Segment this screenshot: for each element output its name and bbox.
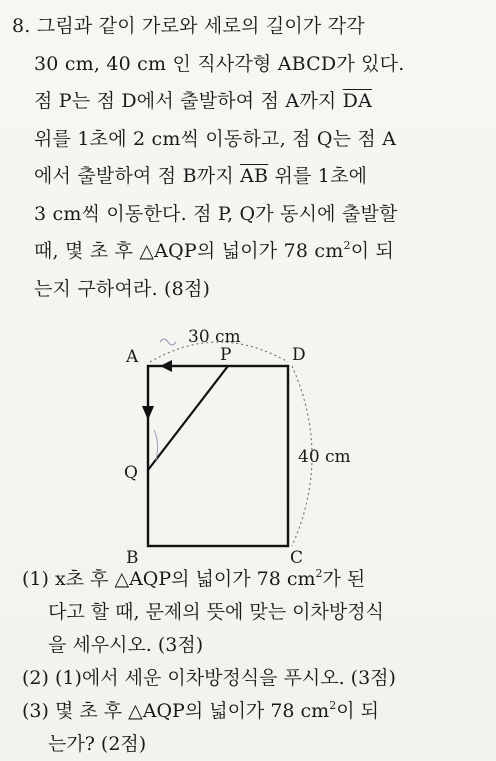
subquestions [22, 563, 492, 761]
segment-pq [148, 366, 228, 470]
segment-ab: $\overline{AB}$ [240, 165, 269, 187]
label-d: D [292, 345, 306, 365]
problem-line [12, 83, 486, 121]
problem-statement [12, 8, 486, 308]
problem-text: 30 cm, 40 cm 인 직사각형 ABCD가 있다. [34, 52, 405, 75]
top-length-label: 30 cm [188, 327, 241, 347]
problem-text: 에서 출발하여 점 B까지 [34, 165, 241, 187]
rectangle-diagram [110, 318, 370, 568]
label-a: A [126, 347, 139, 367]
subquestion-text: 다고 할 때, 문제의 뜻에 맞는 이차방정식 [48, 601, 384, 623]
diagram-svg [110, 318, 370, 568]
problem-line [12, 158, 486, 196]
problem-text: 이 되 [350, 240, 395, 262]
exponent: 2 [329, 699, 337, 712]
subquestion-text: 는가? (2점) [48, 733, 147, 755]
problem-line [12, 121, 486, 159]
rectangle-abcd [148, 366, 288, 546]
label-c: C [290, 548, 304, 568]
subquestion-2 [22, 662, 492, 695]
problem-text: 8. 그림과 같이 가로와 세로의 길이가 각각 [12, 15, 365, 37]
label-b: B [126, 548, 139, 568]
problem-text: 3 cm씩 이동한다. 점 P, Q가 동시에 출발할 [34, 202, 398, 225]
problem-line [12, 8, 486, 46]
problem-line [12, 46, 486, 84]
problem-text: 위를 1초에 2 cm씩 이동하고, 점 Q는 점 A [34, 127, 397, 150]
subquestion-3-cont [22, 728, 492, 761]
problem-text: 때, 몇 초 후 △AQP의 넓이가 78 cm [34, 240, 344, 262]
subquestion-1 [22, 563, 492, 596]
problem-text: 위를 1초에 [268, 165, 368, 187]
label-q: Q [124, 463, 138, 483]
problem-text: 점 P는 점 D에서 출발하여 점 A까지 [34, 90, 343, 112]
problem-line [12, 196, 486, 234]
subquestion-text: 가 된 [322, 568, 366, 590]
subquestion-1-cont [22, 629, 492, 662]
problem-text: 는지 구하여라. (8점) [34, 277, 211, 300]
exponent: 2 [315, 567, 323, 580]
exponent: 2 [343, 239, 351, 252]
subquestion-text: (3) 몇 초 후 △AQP의 넓이가 78 cm [22, 700, 330, 722]
subquestion-text: (1) x초 후 △AQP의 넓이가 78 cm [22, 568, 316, 590]
problem-line [12, 271, 486, 309]
pencil-mark [160, 339, 176, 345]
subquestion-3 [22, 695, 492, 728]
subquestion-text: 이 되 [336, 700, 379, 722]
label-p: P [220, 345, 232, 365]
pencil-mark [154, 430, 158, 460]
problem-line [12, 233, 486, 271]
arrow-left-icon [160, 360, 172, 372]
subquestion-1-cont [22, 596, 492, 629]
arrow-down-icon [142, 406, 154, 420]
subquestion-text: 을 세우시오. (3점) [48, 634, 204, 656]
subquestion-text: (2) (1)에서 세운 이차방정식을 푸시오. (3점) [22, 667, 396, 689]
right-length-label: 40 cm [298, 447, 351, 467]
segment-da: $\overline{DA}$ [342, 90, 373, 112]
